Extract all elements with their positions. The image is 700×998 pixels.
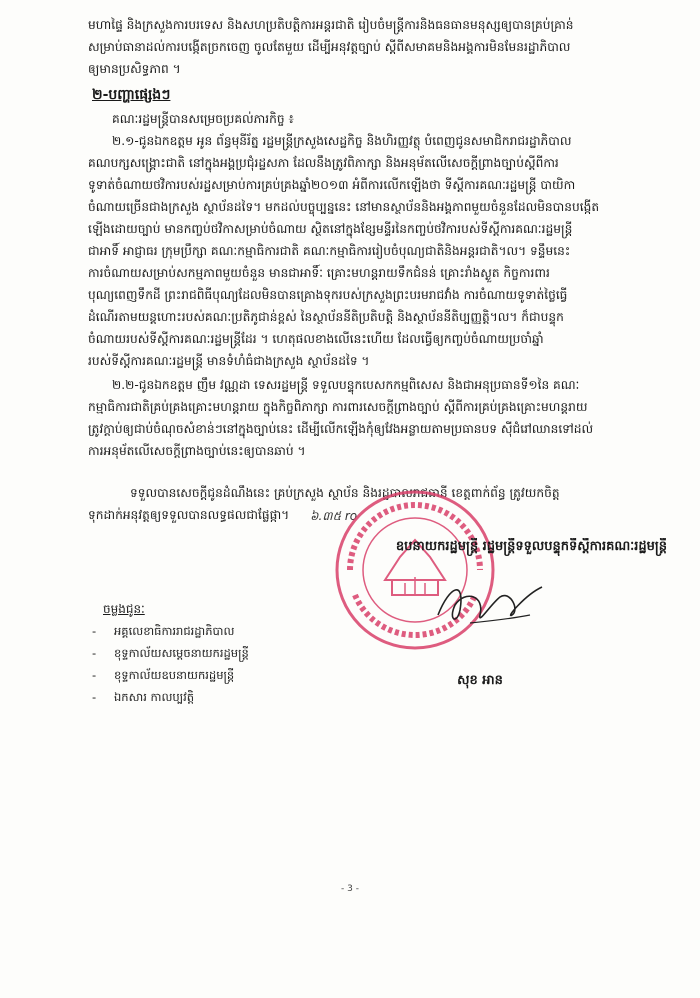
para1-line: ដំណើរតាមយន្តហោះរបស់គណៈប្រតិភូជាន់ខ្ពស់ នៃស្ថាប័ននីតិប្រតិបត្តិ និងស្ថាប័ននីតិប្បញ្ញត្តិ។ល។ ក៏ជាបន្ទុក xyxy=(88,310,564,324)
page-number: - 3 - xyxy=(341,884,359,894)
para1-line: ទូទាត់ចំណាយថវិការបស់រដ្ឋសម្រាប់ការគ្រប់គ្រងឆ្នាំ២០១៣ អំពីការលើកឡើងថា ទីស្តីការគណៈរដ្ឋមន្ត្រី បាយិកា xyxy=(88,178,576,192)
para1-line: គណបក្សសង្គ្រោះជាតិ នៅក្នុងអង្គប្រជុំរដ្ឋសភា ដែលនឹងត្រូវពិភាក្សា និងអនុម័តលើសេចក្តីព្រាងច្បាប់ស្តីពីការ xyxy=(88,156,559,170)
para1-line: ២.១-ជូនឯកឧត្តម អូន ព័ន្ធមុនីរ័ត្ន រដ្ឋមន្ត្រីក្រសួងសេដ្ឋកិច្ច និងហិរញ្ញវត្ថុ បំពេញជូនសមាជិករាជរដ្ឋាភិបាល xyxy=(112,134,572,148)
cc-label: ចម្លងជូនៈ xyxy=(103,602,145,616)
para1-line: ឡើងដោយច្បាប់ មានកញ្ចប់ថវិកាសម្រាប់ចំណាយ ស្ថិតនៅក្នុងខ្សែមន្ទីរនៃកញ្ចប់ថវិការបស់ទីស្តីការគណៈរដ្ឋមន្ត្រី xyxy=(88,222,573,236)
body-line: មហាផ្ទៃ និងក្រសួងការបរទេស និងសហប្រតិបត្តិការអន្តរជាតិ រៀបចំមន្ត្រីការនិងធនធានមនុស្សឲ្យបានគ្រប់គ្រាន់ xyxy=(88,18,574,32)
cc-item: - ឯកសារ កាលប្បវត្តិ xyxy=(92,690,195,704)
para2-line: ២.២-ជូនឯកឧត្តម ញឹម វណ្ណដា ទេសរដ្ឋមន្ត្រី ទទួលបន្ទុកបេសកកម្មពិសេស និងជាអនុប្រធានទី១នៃ គណៈ xyxy=(112,378,580,392)
closing-line: ទុកដាក់អនុវត្តឲ្យទទួលបានលទ្ធផលជាផ្លែផ្កា។ xyxy=(88,508,290,522)
body-line: ឲ្យមានប្រសិទ្ធភាព ។ xyxy=(88,62,181,76)
para2-line: កម្មាធិការជាតិគ្រប់គ្រងគ្រោះមហន្តរាយ ក្នុងកិច្ចពិភាក្សា ការពារសេចក្តីព្រាងច្បាប់ ស្តីពីការគ្រប់គ្រងគ្រោះមហន្តរាយ xyxy=(88,400,588,414)
para1-line: ចំណាយច្រើនជាងក្រសួង ស្ថាប័នដទៃ។ មកដល់បច្ចុប្បន្ននេះ នៅមានស្ថាប័ននិងអង្គភាពមួយចំនួនដែលមិនបានបង្កើត xyxy=(88,200,600,214)
para1-line: ជាអាទិ៍ អាជ្ញាធរ ក្រុមប្រឹក្សា គណៈកម្មាធិការជាតិ គណៈកម្មាធិការរៀបចំបុណ្យជាតិនិងអន្តរជាតិ។ល។ ទន្ទឹមនេះ xyxy=(88,244,571,258)
para2-line: ការអនុម័តលើសេចក្តីព្រាងច្បាប់នេះឲ្យបានឆាប់ ។ xyxy=(88,444,306,458)
para1-line: ការចំណាយសម្រាប់សកម្មភាពមួយចំនួន មានជាអាទិ៍ៈ គ្រោះមហន្តរាយទឹកជំនន់ គ្រោះរាំងស្ងួត កិច្ចការពារ xyxy=(88,266,550,280)
cc-item: - ខុទ្ទកាល័យសម្តេចនាយករដ្ឋមន្ត្រី xyxy=(92,646,249,660)
cc-item: - ខុទ្ទកាល័យឧបនាយករដ្ឋមន្ត្រី xyxy=(92,668,235,682)
para2-line: ត្រូវក្តាប់ឲ្យជាប់ចំណុចសំខាន់ៗនៅក្នុងច្បាប់នេះ ដើម្បីលើកឡើងកុំឲ្យវែងអន្លាយតាមប្រធានបទ ស៊ីជំរៅឈានទៅដល់ xyxy=(88,422,594,436)
body-line: សម្រាប់ធានាដល់ការបង្កើតច្រកចេញ ចូលតែមួយ ដើម្បីអនុវត្តច្បាប់ ស្តីពីសមាគមនិងអង្គការមិនមែនរដ្ឋាភិបាល xyxy=(88,40,571,54)
cc-item: - អគ្គលេខាធិការរាជរដ្ឋាភិបាល xyxy=(92,624,235,638)
handwritten-note: ៦.៣៥ ro xyxy=(310,509,358,523)
section-heading: ២-បញ្ហាផ្សេងៗ xyxy=(92,87,171,103)
handwritten-signature xyxy=(430,575,550,635)
closing-line: ទទួលបានសេចក្តីជូនដំណឹងនេះ គ្រប់ក្រសួង ស្ថាប័ន និងរដ្ឋបាលរាជធានី ខេត្តពាក់ព័ន្ធ ត្រូវយកចិត្ត xyxy=(130,486,560,500)
signatory-name: សុខ អាន xyxy=(457,673,503,688)
signatory-title: ឧបនាយករដ្ឋមន្ត្រី រដ្ឋមន្ត្រីទទួលបន្ទុកទីស្តីការគណៈរដ្ឋមន្ត្រី xyxy=(395,539,667,554)
para1-line: របស់ទីស្តីការគណៈរដ្ឋមន្ត្រី មានទំហំធំជាងក្រសួង ស្ថាប័នដទៃ ។ xyxy=(88,354,370,368)
cc-list xyxy=(92,620,249,708)
para1-line: បុណ្យពេញទឹកដី ព្រះរាជពិធីបុណ្យដែលមិនបានគ្រោងទុករបស់ក្រសួងព្រះបរមរាជវាំង ការចំណាយទូទាត់ថ្លៃធ្វើ xyxy=(88,288,568,302)
decision-intro: គណៈរដ្ឋមន្ត្រីបានសម្រេចប្រគល់ភារកិច្ច ៖ xyxy=(112,112,294,126)
para1-line: ចំណាយរបស់ទីស្តីការគណៈរដ្ឋមន្ត្រីដែរ ។ ហេតុផលខាងលើនេះហើយ ដែលធ្វើឲ្យកញ្ចប់ចំណាយប្រចាំឆ្នាំ xyxy=(88,332,544,346)
